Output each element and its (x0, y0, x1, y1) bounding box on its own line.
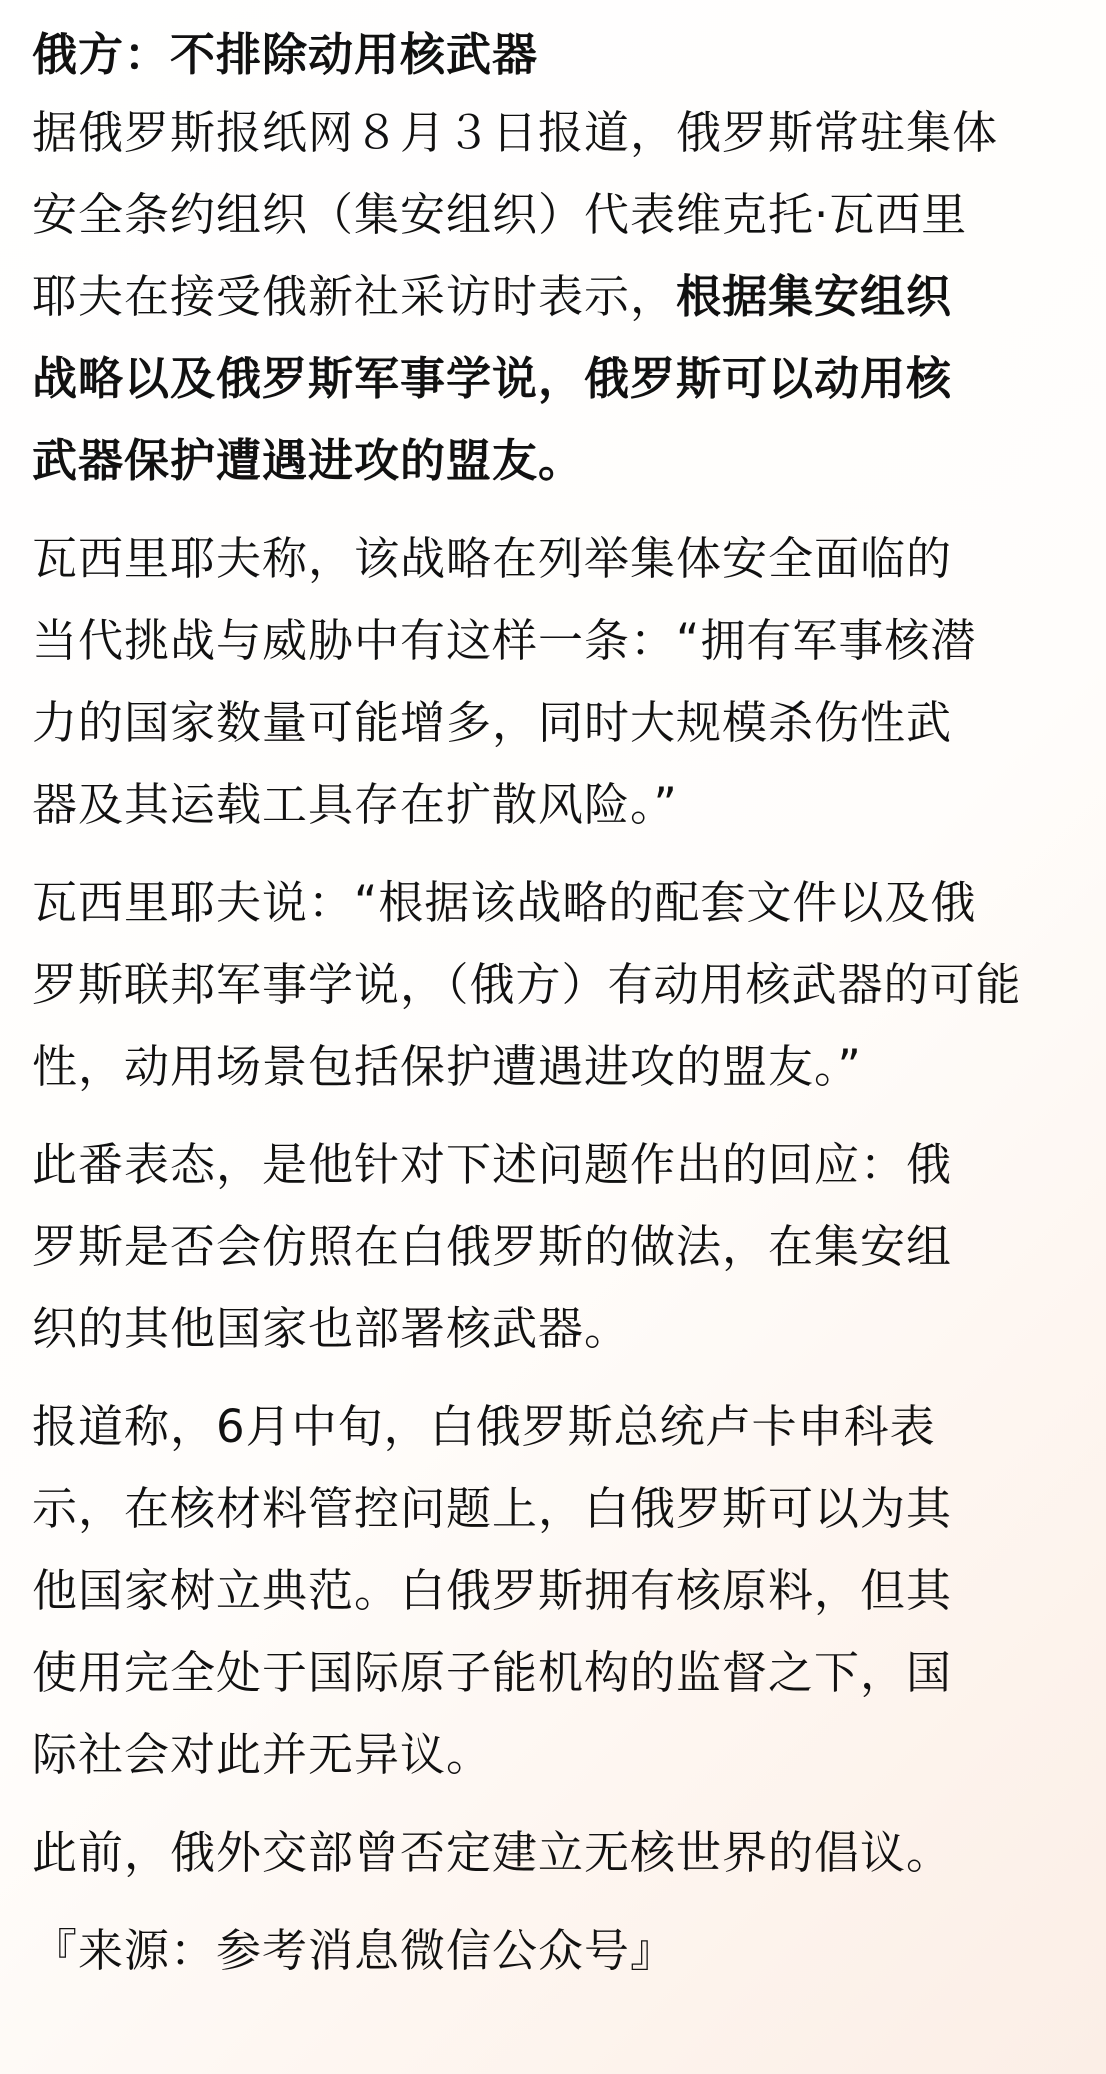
text-line (32, 92, 1106, 174)
text-run: 器及其运载工具存在扩散风险。” (32, 778, 678, 831)
text-run: 此前，俄外交部曾否定建立无核世界的倡议。 (32, 1826, 953, 1879)
bold-text-run: 根据集安组织 (676, 270, 953, 323)
text-line (32, 1812, 1106, 1894)
text-line (32, 1206, 1106, 1288)
text-run: 性，动用场景包括保护遭遇进攻的盟友。” (32, 1040, 862, 1093)
bold-text-run: 战略以及俄罗斯军事学说，俄罗斯可以动用核 (32, 352, 953, 405)
paragraph (32, 92, 1106, 502)
text-run: 罗斯联邦军事学说，（俄方）有动用核武器的可能 (32, 958, 1022, 1011)
text-line (32, 1714, 1106, 1796)
text-run: 示，在核材料管控问题上，白俄罗斯可以为其 (32, 1482, 953, 1535)
paragraph (32, 1910, 1106, 1992)
text-run: 瓦西里耶夫称，该战略在列举集体安全面临的 (32, 532, 953, 585)
text-run: 力的国家数量可能增多，同时大规模杀伤性武 (32, 696, 953, 749)
paragraph (32, 518, 1106, 846)
paragraph (32, 1124, 1106, 1370)
text-run: 报道称，6月中旬，白俄罗斯总统卢卡申科表 (32, 1400, 936, 1453)
text-run: 『来源：参考消息微信公众号』 (32, 1924, 677, 1977)
article-title: 俄方：不排除动用核武器 (32, 28, 539, 81)
text-line (32, 518, 1106, 600)
text-line (32, 1550, 1106, 1632)
text-line (32, 944, 1106, 1026)
text-run: 当代挑战与威胁中有这样一条：“拥有军事核潜 (32, 614, 977, 667)
text-line (32, 1288, 1106, 1370)
text-line (32, 682, 1106, 764)
text-run: 罗斯是否会仿照在白俄罗斯的做法，在集安组 (32, 1220, 953, 1273)
text-line (32, 1386, 1106, 1468)
text-run: 他国家树立典范。白俄罗斯拥有核原料，但其 (32, 1564, 953, 1617)
text-line (32, 1632, 1106, 1714)
text-line (32, 862, 1106, 944)
text-line (32, 338, 1106, 420)
text-run: 此番表态，是他针对下述问题作出的回应：俄 (32, 1138, 953, 1191)
paragraph (32, 1386, 1106, 1796)
text-run: 耶夫在接受俄新社采访时表示， (32, 270, 677, 323)
text-run: 瓦西里耶夫说：“根据该战略的配套文件以及俄 (32, 876, 977, 929)
paragraph (32, 862, 1106, 1108)
bold-text-run: 武器保护遭遇进攻的盟友。 (32, 434, 585, 487)
text-line (32, 1026, 1106, 1108)
text-run: 使用完全处于国际原子能机构的监督之下，国 (32, 1646, 953, 1699)
text-line (32, 256, 1106, 338)
text-line (32, 1468, 1106, 1550)
text-line (32, 764, 1106, 846)
text-run: 织的其他国家也部署核武器。 (32, 1302, 631, 1355)
text-run: 据俄罗斯报纸网８月３日报道，俄罗斯常驻集体 (32, 106, 999, 159)
text-line (32, 174, 1106, 256)
text-line (32, 600, 1106, 682)
paragraph (32, 1812, 1106, 1894)
text-line (32, 1124, 1106, 1206)
text-line (32, 420, 1106, 502)
text-line (32, 1910, 1106, 1992)
text-run: 际社会对此并无异议。 (32, 1728, 493, 1781)
text-run: 安全条约组织（集安组织）代表维克托·瓦西里 (32, 188, 968, 241)
article-body (32, 92, 1106, 1992)
